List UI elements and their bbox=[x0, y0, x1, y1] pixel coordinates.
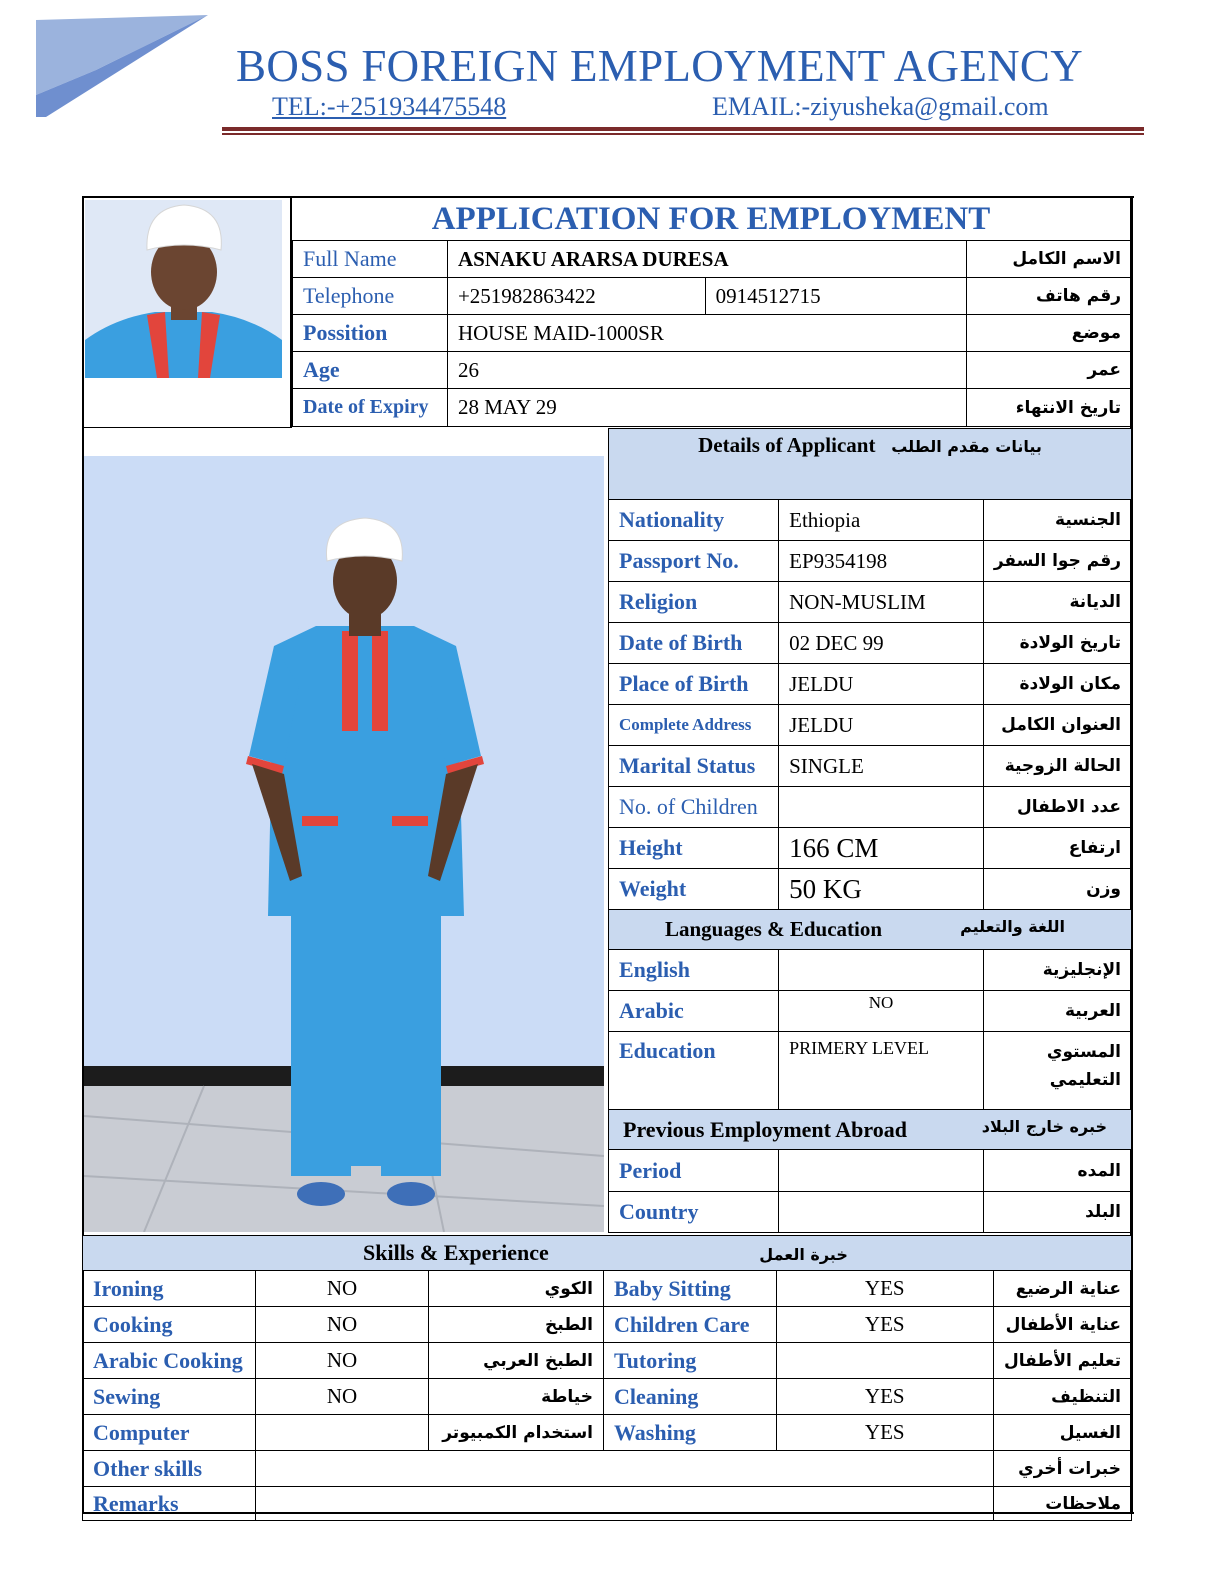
remarks-value bbox=[255, 1487, 993, 1521]
detail-row bbox=[609, 500, 1132, 541]
skill-label-ar: عناية الأطفال bbox=[993, 1307, 1131, 1343]
language-row bbox=[609, 950, 1132, 991]
marital-label: Marital Status bbox=[609, 746, 779, 787]
country-label: Country bbox=[609, 1192, 779, 1233]
education-value: PRIMERY LEVEL bbox=[779, 1032, 984, 1110]
detail-row bbox=[609, 623, 1132, 664]
other-skills-label: Other skills bbox=[83, 1451, 256, 1487]
skill-value: YES bbox=[776, 1415, 993, 1451]
skill-value: NO bbox=[255, 1271, 428, 1307]
details-header bbox=[609, 429, 1132, 500]
age-label: Age bbox=[293, 352, 448, 389]
detail-row bbox=[609, 705, 1132, 746]
arabic-label-ar: العربية bbox=[983, 991, 1131, 1032]
country-value bbox=[779, 1192, 984, 1233]
skill-label: Children Care bbox=[604, 1307, 777, 1343]
marital-value: SINGLE bbox=[779, 746, 984, 787]
previous-row bbox=[609, 1192, 1132, 1233]
skill-label-ar: تعليم الأطفال bbox=[993, 1343, 1131, 1379]
languages-header bbox=[609, 910, 1132, 950]
education-label: Education bbox=[609, 1032, 779, 1110]
skill-label-ar: الغسيل bbox=[993, 1415, 1131, 1451]
previous-title: Previous Employment Abroad bbox=[623, 1116, 907, 1142]
header-rule bbox=[222, 127, 1144, 131]
other-skills-value bbox=[255, 1451, 993, 1487]
skill-label-ar: الطبخ العربي bbox=[429, 1343, 604, 1379]
expiry-value: 28 MAY 29 bbox=[447, 389, 966, 427]
skill-label: Cleaning bbox=[604, 1379, 777, 1415]
skill-label-ar: الكوي bbox=[429, 1271, 604, 1307]
birthplace-value: JELDU bbox=[779, 664, 984, 705]
skill-label: Arabic Cooking bbox=[83, 1343, 256, 1379]
children-label: No. of Children bbox=[609, 787, 779, 828]
skills-title: Skills & Experience bbox=[363, 1240, 549, 1265]
skill-row bbox=[83, 1307, 1132, 1343]
personal-info-table bbox=[292, 240, 1132, 427]
other-skills-row bbox=[83, 1451, 1132, 1487]
country-label-ar: البلد bbox=[983, 1192, 1131, 1233]
birthplace-label-ar: مكان الولادة bbox=[983, 664, 1131, 705]
position-value: HOUSE MAID-1000SR bbox=[447, 315, 966, 352]
previous-header bbox=[609, 1110, 1132, 1150]
skill-label-ar: الطبخ bbox=[429, 1307, 604, 1343]
skill-row bbox=[83, 1271, 1132, 1307]
children-value bbox=[779, 787, 984, 828]
passport-value: EP9354198 bbox=[779, 541, 984, 582]
skill-value: NO bbox=[255, 1307, 428, 1343]
full-name-label: Full Name bbox=[293, 241, 448, 278]
agency-name: BOSS FOREIGN EMPLOYMENT AGENCY bbox=[236, 41, 1084, 91]
telephone-label-ar: رقم هاتف bbox=[967, 278, 1132, 315]
position-row bbox=[293, 315, 1132, 352]
skill-value: YES bbox=[776, 1379, 993, 1415]
full-name-label-ar: الاسم الكامل bbox=[967, 241, 1132, 278]
detail-row bbox=[609, 787, 1132, 828]
remarks-row bbox=[83, 1487, 1132, 1521]
passport-label-ar: رقم جوا السفر bbox=[983, 541, 1131, 582]
weight-value: 50 KG bbox=[779, 869, 984, 910]
age-row bbox=[293, 352, 1132, 389]
agency-logo bbox=[36, 15, 208, 117]
agency-email[interactable]: EMAIL:-ziyusheka@gmail.com bbox=[712, 92, 1049, 121]
education-row bbox=[609, 1032, 1132, 1110]
dob-label-ar: تاريخ الولادة bbox=[983, 623, 1131, 664]
religion-label-ar: الديانة bbox=[983, 582, 1131, 623]
language-row bbox=[609, 991, 1132, 1032]
weight-label-ar: وزن bbox=[983, 869, 1131, 910]
nationality-label: Nationality bbox=[609, 500, 779, 541]
expiry-row bbox=[293, 389, 1132, 427]
full-name-row bbox=[293, 241, 1132, 278]
children-label-ar: عدد الاطفال bbox=[983, 787, 1131, 828]
skills-header bbox=[83, 1236, 1132, 1271]
skills-table bbox=[82, 1235, 1132, 1521]
telephone-label: Telephone bbox=[293, 278, 448, 315]
header-rule-thin bbox=[222, 133, 1144, 135]
remarks-label-ar: ملاحظات bbox=[993, 1487, 1131, 1521]
skill-row bbox=[83, 1343, 1132, 1379]
skill-value: NO bbox=[255, 1343, 428, 1379]
telephone-value-2: 0914512715 bbox=[705, 278, 967, 315]
skill-value bbox=[776, 1343, 993, 1379]
detail-row bbox=[609, 582, 1132, 623]
religion-value: NON-MUSLIM bbox=[779, 582, 984, 623]
full-name-value: ASNAKU ARARSA DURESA bbox=[447, 241, 966, 278]
full-body-photo bbox=[84, 456, 604, 1232]
previous-row bbox=[609, 1150, 1132, 1192]
address-label-ar: العنوان الكامل bbox=[983, 705, 1131, 746]
english-label-ar: الإنجليزية bbox=[983, 950, 1131, 991]
nationality-value: Ethiopia bbox=[779, 500, 984, 541]
position-label-ar: موضع bbox=[967, 315, 1132, 352]
detail-row bbox=[609, 541, 1132, 582]
details-title: Details of Applicant bbox=[698, 433, 876, 457]
previous-title-ar: خبره خارج البلاد bbox=[981, 1116, 1107, 1136]
detail-row bbox=[609, 869, 1132, 910]
detail-row bbox=[609, 664, 1132, 705]
period-label-ar: المده bbox=[983, 1150, 1131, 1192]
skill-label-ar: عناية الرضيع bbox=[993, 1271, 1131, 1307]
position-label: Possition bbox=[293, 315, 448, 352]
arabic-label: Arabic bbox=[609, 991, 779, 1032]
other-skills-label-ar: خبرات أخري bbox=[993, 1451, 1131, 1487]
telephone-row bbox=[293, 278, 1132, 315]
skill-label: Sewing bbox=[83, 1379, 256, 1415]
skill-label: Computer bbox=[83, 1415, 256, 1451]
marital-label-ar: الحالة الزوجية bbox=[983, 746, 1131, 787]
expiry-label-ar: تاريخ الانتهاء bbox=[967, 389, 1132, 427]
details-title-ar: بيانات مقدم الطلب bbox=[891, 437, 1042, 456]
skill-label-ar: خياطة bbox=[429, 1379, 604, 1415]
detail-row bbox=[609, 828, 1132, 869]
skill-label: Tutoring bbox=[604, 1343, 777, 1379]
nationality-label-ar: الجنسية bbox=[983, 500, 1131, 541]
skills-title-ar: خبرة العمل bbox=[759, 1245, 848, 1264]
skill-label-ar: التنظيف bbox=[993, 1379, 1131, 1415]
skill-row bbox=[83, 1379, 1132, 1415]
height-value: 166 CM bbox=[779, 828, 984, 869]
skill-label: Cooking bbox=[83, 1307, 256, 1343]
birthplace-label: Place of Birth bbox=[609, 664, 779, 705]
skill-value: YES bbox=[776, 1271, 993, 1307]
telephone-value-1: +251982863422 bbox=[447, 278, 705, 315]
english-value bbox=[779, 950, 984, 991]
education-label-ar: المستوي التعليمي bbox=[983, 1032, 1131, 1110]
remarks-label: Remarks bbox=[83, 1487, 256, 1521]
skill-label: Washing bbox=[604, 1415, 777, 1451]
expiry-label: Date of Expiry bbox=[293, 389, 448, 427]
skill-value: NO bbox=[255, 1379, 428, 1415]
english-label: English bbox=[609, 950, 779, 991]
age-value: 26 bbox=[447, 352, 966, 389]
dob-value: 02 DEC 99 bbox=[779, 623, 984, 664]
form-title: APPLICATION FOR EMPLOYMENT bbox=[431, 201, 991, 237]
languages-title: Languages & Education bbox=[665, 917, 883, 941]
height-label: Height bbox=[609, 828, 779, 869]
height-label-ar: ارتفاع bbox=[983, 828, 1131, 869]
agency-telephone[interactable]: TEL:-+251934475548 bbox=[272, 92, 507, 121]
arabic-value: NO bbox=[779, 991, 984, 1032]
skill-label: Ironing bbox=[83, 1271, 256, 1307]
skill-label-ar: استخدام الكمبيوتر bbox=[429, 1415, 604, 1451]
weight-label: Weight bbox=[609, 869, 779, 910]
age-label-ar: عمر bbox=[967, 352, 1132, 389]
period-label: Period bbox=[609, 1150, 779, 1192]
address-label: Complete Address bbox=[609, 705, 779, 746]
skill-value: YES bbox=[776, 1307, 993, 1343]
details-table bbox=[608, 428, 1132, 1233]
religion-label: Religion bbox=[609, 582, 779, 623]
period-value bbox=[779, 1150, 984, 1192]
skill-value bbox=[255, 1415, 428, 1451]
languages-title-ar: اللغة والتعليم bbox=[960, 917, 1065, 936]
skill-label: Baby Sitting bbox=[604, 1271, 777, 1307]
passport-photo bbox=[85, 200, 282, 378]
address-value: JELDU bbox=[779, 705, 984, 746]
detail-row bbox=[609, 746, 1132, 787]
skill-row bbox=[83, 1415, 1132, 1451]
dob-label: Date of Birth bbox=[609, 623, 779, 664]
passport-label: Passport No. bbox=[609, 541, 779, 582]
